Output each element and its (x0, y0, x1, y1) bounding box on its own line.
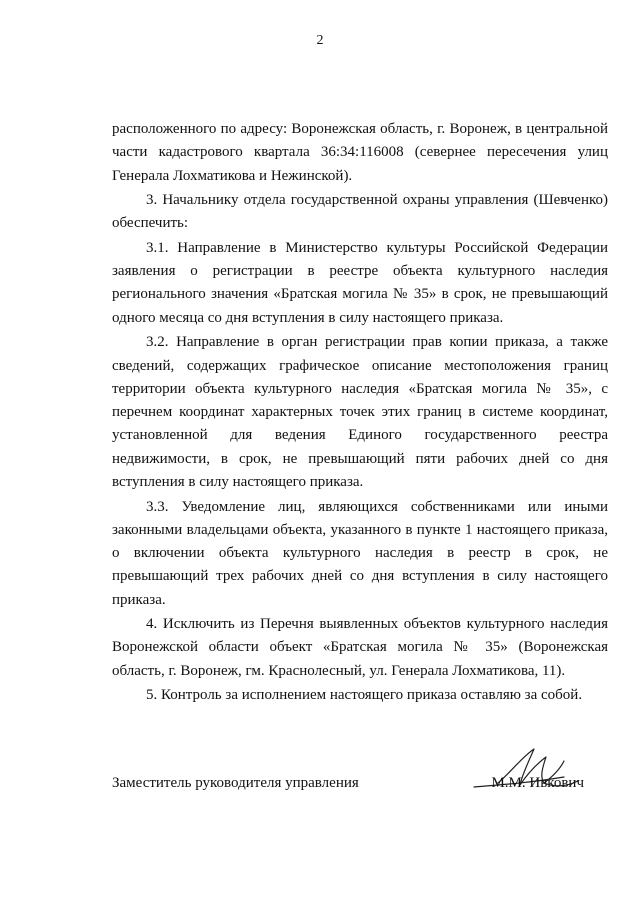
signatory-name: М.М. Ивкович (491, 775, 584, 791)
paragraph-address-continuation: расположенного по адресу: Воронежская область, г. Воронеж, в центральной части кадастрового квартала 36:34:116008 (севернее пересечения улиц Генерала Лохматикова и Нежинской). (112, 121, 608, 184)
page-number: 2 (316, 33, 324, 48)
paragraph-item-3-1: 3.1. Направление в Министерство культуры Российской Федерации заявления о регистрации в реестре объекта культурного наследия регионального значения «Братская могила № 35» в срок, не превышающий одного месяца со дня вступления в силу настоящего приказа. (112, 239, 608, 326)
document-body (112, 118, 608, 709)
paragraph-item-3: 3. Начальнику отдела государственной охраны управления (Шевченко) обеспечить: (112, 192, 608, 232)
paragraph-item-3-2: 3.2. Направление в орган регистрации прав копии приказа, а также сведений, содержащих графическое описание местоположения границ территории объекта культурного наследия «Братская могила № 35», с перечнем координат характерных точек этих границ в системе координат, установленной для ведения Единого государственного реестра недвижимости, в срок, не превышающий пяти рабочих дней со дня вступления в силу настоящего приказа. (112, 334, 608, 491)
handwritten-signature (468, 743, 588, 803)
paragraph-item-4: 4. Исключить из Перечня выявленных объектов культурного наследия Воронежской области объект «Братская могила № 35» (Воронежская область, г. Воронеж, гм. Краснолесный, ул. Генерала Лохматикова, 11). (112, 616, 608, 679)
paragraph-item-5: 5. Контроль за исполнением настоящего приказа оставляю за собой. (146, 687, 583, 704)
paragraph-item-3-3: 3.3. Уведомление лиц, являющихся собственниками или иными законными владельцами объекта, указанного в пункте 1 настоящего приказа, о включении объекта культурного наследия в реестр в срок, не превышающий трех рабочих дней со дня вступления в силу настоящего приказа. (112, 498, 608, 608)
signature-block (112, 773, 608, 803)
signatory-title: Заместитель руководителя управления (112, 775, 359, 791)
